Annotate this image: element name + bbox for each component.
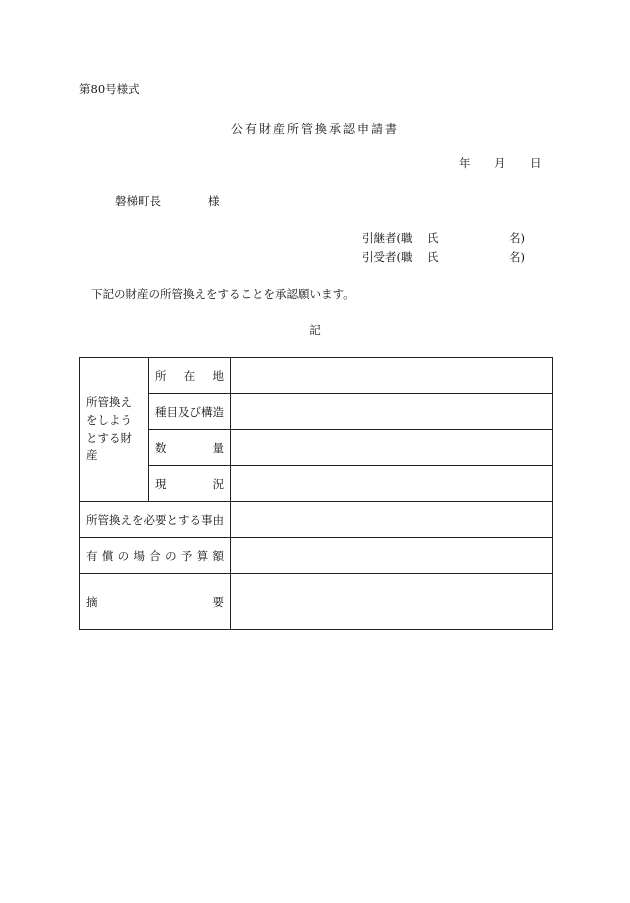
remarks-value[interactable] <box>231 574 553 630</box>
document-title: 公有財産所管換承認申請書 <box>230 122 399 136</box>
table-row <box>80 358 553 394</box>
property-group-label: 所管換えをしようとする財産 <box>80 358 149 502</box>
transferee-shi: 氏 <box>427 250 439 264</box>
table-row <box>80 466 553 502</box>
transferor-mei: 名) <box>509 231 525 245</box>
reason-value[interactable] <box>231 502 553 538</box>
location-value[interactable] <box>231 358 553 394</box>
quantity-label: 数 量 <box>149 430 231 466</box>
transferor-label: 引継者(職 <box>362 231 413 245</box>
location-label: 所 在 地 <box>149 358 231 394</box>
status-value[interactable] <box>231 466 553 502</box>
date-year-label: 年 <box>459 156 471 170</box>
transferee-mei: 名) <box>509 250 525 264</box>
type-structure-label: 種目及び構造 <box>149 394 231 430</box>
remarks-label: 摘 要 <box>80 574 231 630</box>
type-structure-value[interactable] <box>231 394 553 430</box>
date-month-label: 月 <box>494 156 506 170</box>
budget-label: 有 償 の 場 合 の 予 算 額 <box>80 538 231 574</box>
reason-label: 所管換えを必要とする事由 <box>80 502 231 538</box>
addressee-honorific: 様 <box>208 194 220 208</box>
table-row <box>80 574 553 630</box>
transferee-label: 引受者(職 <box>362 250 413 264</box>
table-row <box>80 502 553 538</box>
status-label: 現 況 <box>149 466 231 502</box>
table-row <box>80 430 553 466</box>
request-statement: 下記の財産の所管換えをすることを承認願います。 <box>91 287 355 301</box>
ki-heading: 記 <box>309 323 321 337</box>
form-number: 第80号様式 <box>79 82 140 96</box>
table-row <box>80 538 553 574</box>
quantity-value[interactable] <box>231 430 553 466</box>
date-day-label: 日 <box>530 156 542 170</box>
addressee-name: 磐梯町長 <box>115 194 161 208</box>
transferor-shi: 氏 <box>427 231 439 245</box>
table-row <box>80 394 553 430</box>
property-transfer-table <box>79 357 553 630</box>
budget-value[interactable] <box>231 538 553 574</box>
